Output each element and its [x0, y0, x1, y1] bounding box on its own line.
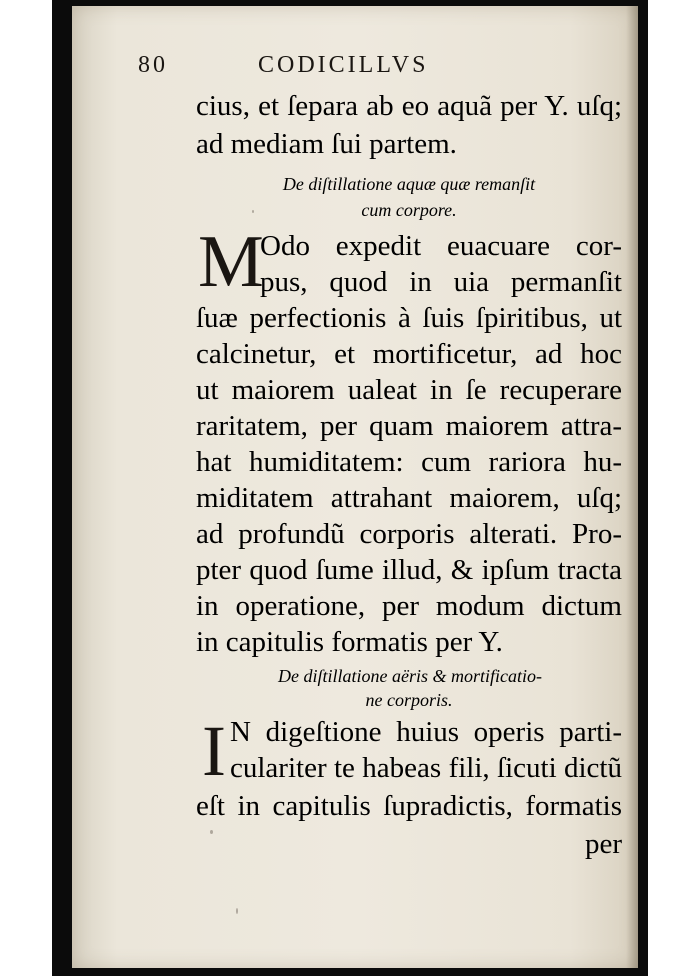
text-line: ut maiorem ualeat in ſe recuperare: [196, 374, 622, 406]
text-line: miditatem attrahant maiorem, uſq;: [196, 482, 622, 514]
text-line: pter quod ſume illud, & ipſum tracta: [196, 554, 622, 586]
text-line: pus, quod in uia permanſit: [260, 266, 622, 298]
text-line: in operatione, per modum dictum: [196, 590, 622, 622]
text-line: hat humiditatem: cum rariora hu-: [196, 446, 622, 478]
text-line: culariter te habeas fili, ſicuti dictũ: [230, 752, 622, 784]
text-line: Odo expedit euacuare cor-: [260, 230, 622, 262]
text-line: calcinetur, et mortificetur, ad hoc: [196, 338, 622, 370]
paper-speck: [252, 210, 254, 213]
page-edge-shadow: [626, 6, 638, 968]
text-line: N digeſtione huius operis parti-: [230, 716, 622, 748]
paper-speck: [236, 908, 238, 914]
text-line: ſuæ perfectionis à ſuis ſpiritibus, ut: [196, 302, 622, 334]
text-line: raritatem, per quam maiorem attra-: [196, 410, 622, 442]
text-line: cius, et ſepara ab eo aquã per Y. uſq;: [196, 90, 622, 122]
paper-speck: [210, 830, 213, 834]
drop-cap-i: I: [202, 711, 226, 791]
page-number: 80: [138, 52, 168, 78]
text-line: ad mediam ſui partem.: [196, 128, 457, 160]
text-line: ad profundũ corporis alterati. Pro-: [196, 518, 622, 550]
section-heading: De diſtillatione aquæ quæ remanſit: [282, 174, 536, 194]
section-heading: cum corpore.: [361, 200, 457, 220]
text-line: in capitulis formatis per Y.: [196, 626, 503, 658]
drop-cap-m: M: [198, 221, 264, 303]
running-head: [138, 52, 568, 86]
section-heading: De diſtillatione aëris & mortificatio-: [278, 666, 542, 686]
section-heading: ne corporis.: [365, 690, 453, 710]
text-line: eſt in capitulis ſupradictis, formatis: [196, 790, 622, 822]
catchword: per: [584, 828, 622, 860]
running-title: CODICILLVS: [258, 52, 429, 78]
